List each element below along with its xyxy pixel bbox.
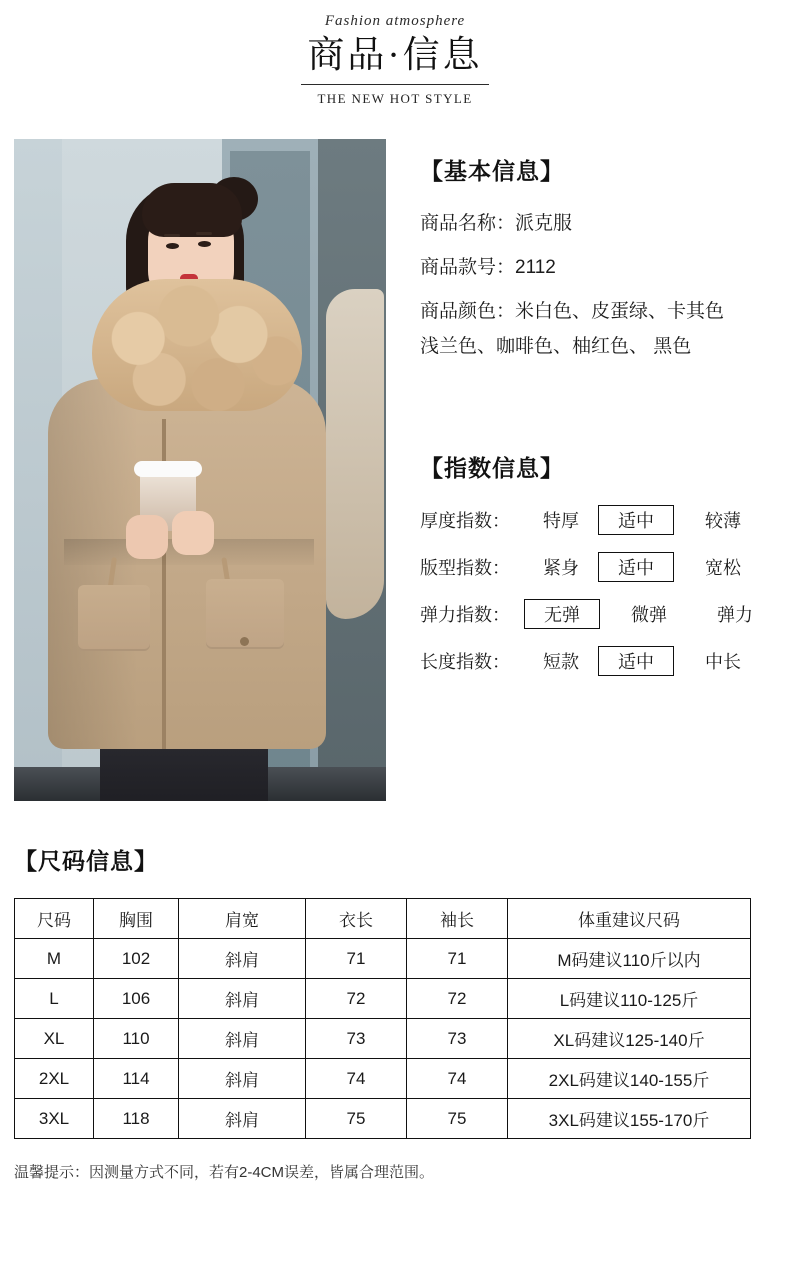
product-color-value: 米白色、皮蛋绿、卡其色: [515, 301, 725, 323]
size-table: [14, 898, 751, 1139]
table-row: [15, 979, 751, 1019]
thickness-option-2[interactable]: 较薄: [705, 511, 741, 532]
size-note: 温馨提示：因测量方式不同，若有2-4CM误差，皆属合理范围。: [14, 1164, 435, 1182]
cell-weight: 2XL码建议140-155斤: [508, 1059, 751, 1099]
cell-length: 75: [306, 1099, 407, 1139]
header-subtitle: THE NEW HOT STYLE: [317, 91, 473, 107]
model-eyebrow-left: [164, 234, 180, 237]
coat-fur-collar: [92, 279, 302, 411]
col-bust: 胸围: [94, 899, 179, 939]
fit-label: 版型指数：: [420, 558, 510, 579]
thickness-option-1-selected[interactable]: 适中: [598, 505, 674, 535]
cell-length: 71: [306, 939, 407, 979]
index-row-elasticity: [420, 599, 776, 629]
cell-length: 72: [306, 979, 407, 1019]
col-sleeve: 袖长: [407, 899, 508, 939]
cell-length: 73: [306, 1019, 407, 1059]
table-row: [15, 1099, 751, 1139]
col-weight-rec: 体重建议尺码: [508, 899, 751, 939]
length-label: 长度指数：: [420, 652, 510, 673]
basic-info-row: [420, 208, 776, 235]
size-table-body: [15, 939, 751, 1139]
cell-bust: 118: [94, 1099, 179, 1139]
model-hand-left: [126, 515, 168, 559]
basic-info-heading: 【基本信息】: [420, 158, 564, 185]
cell-size: M: [15, 939, 94, 979]
cell-weight: L码建议110-125斤: [508, 979, 751, 1019]
cell-shoulder: 斜肩: [179, 979, 306, 1019]
size-table-head: [15, 899, 751, 939]
cell-sleeve: 75: [407, 1099, 508, 1139]
cell-shoulder: 斜肩: [179, 939, 306, 979]
cell-sleeve: 73: [407, 1019, 508, 1059]
product-info-column: [386, 139, 776, 801]
size-info-heading: 【尺码信息】: [14, 848, 158, 875]
elasticity-option-1[interactable]: 微弹: [631, 605, 667, 626]
page-title: 商品·信息: [307, 35, 483, 76]
page-header: [0, 0, 790, 107]
index-row-fit: [420, 552, 776, 582]
cell-shoulder: 斜肩: [179, 1099, 306, 1139]
thickness-label: 厚度指数：: [420, 511, 510, 532]
cell-size: 3XL: [15, 1099, 94, 1139]
model-eyebrow-right: [196, 232, 212, 235]
cell-sleeve: 72: [407, 979, 508, 1019]
product-name-label: 商品名称：: [420, 213, 516, 235]
fit-option-0[interactable]: 紧身: [543, 558, 579, 579]
cell-bust: 110: [94, 1019, 179, 1059]
fit-option-1-selected[interactable]: 适中: [598, 552, 674, 582]
thickness-option-0[interactable]: 特厚: [543, 511, 579, 532]
cell-shoulder: 斜肩: [179, 1019, 306, 1059]
table-row: [15, 1059, 751, 1099]
cell-weight: M码建议110斤以内: [508, 939, 751, 979]
header-script-text: Fashion atmosphere: [324, 13, 466, 29]
table-row: [15, 939, 751, 979]
size-info-section: [0, 843, 790, 1182]
cell-length: 74: [306, 1059, 407, 1099]
model-fringe: [142, 183, 242, 237]
model-hand-right: [172, 511, 214, 555]
product-photo: [14, 139, 386, 801]
basic-info-row: [420, 252, 776, 279]
cell-bust: 102: [94, 939, 179, 979]
cell-size: 2XL: [15, 1059, 94, 1099]
coffee-cup-lid: [134, 461, 202, 477]
cell-sleeve: 74: [407, 1059, 508, 1099]
cell-bust: 114: [94, 1059, 179, 1099]
cell-bust: 106: [94, 979, 179, 1019]
index-row-length: [420, 646, 776, 676]
elasticity-option-0-selected[interactable]: 无弹: [524, 599, 600, 629]
cell-weight: 3XL码建议155-170斤: [508, 1099, 751, 1139]
length-option-1-selected[interactable]: 适中: [598, 646, 674, 676]
col-size: 尺码: [15, 899, 94, 939]
length-option-0[interactable]: 短款: [543, 652, 579, 673]
index-row-thickness: [420, 505, 776, 535]
col-shoulder: 肩宽: [179, 899, 306, 939]
photo-fur-accent: [326, 289, 384, 619]
index-info-heading: 【指数信息】: [420, 455, 564, 482]
product-color-label: 商品颜色：: [420, 301, 516, 323]
cell-weight: XL码建议125-140斤: [508, 1019, 751, 1059]
col-length: 衣长: [306, 899, 407, 939]
cell-size: L: [15, 979, 94, 1019]
cell-size: XL: [15, 1019, 94, 1059]
cell-shoulder: 斜肩: [179, 1059, 306, 1099]
fit-option-2[interactable]: 宽松: [705, 558, 741, 579]
table-header-row: [15, 899, 751, 939]
basic-info-list: [420, 208, 776, 358]
index-info-list: [420, 505, 776, 676]
elasticity-option-2[interactable]: 弹力: [717, 605, 753, 626]
basic-info-row: [420, 296, 776, 323]
product-color-value-line2: 浅兰色、咖啡色、柚红色、 黑色: [420, 336, 692, 358]
header-divider: [301, 84, 489, 85]
product-code-value: 2112: [515, 257, 556, 279]
product-main-section: [0, 139, 790, 801]
cell-sleeve: 71: [407, 939, 508, 979]
length-option-2[interactable]: 中长: [705, 652, 741, 673]
product-name-value: 派克服: [515, 213, 573, 235]
elasticity-label: 弹力指数：: [420, 605, 510, 626]
coat-pocket-left: [78, 585, 150, 651]
product-code-label: 商品款号：: [420, 257, 516, 279]
table-row: [15, 1019, 751, 1059]
